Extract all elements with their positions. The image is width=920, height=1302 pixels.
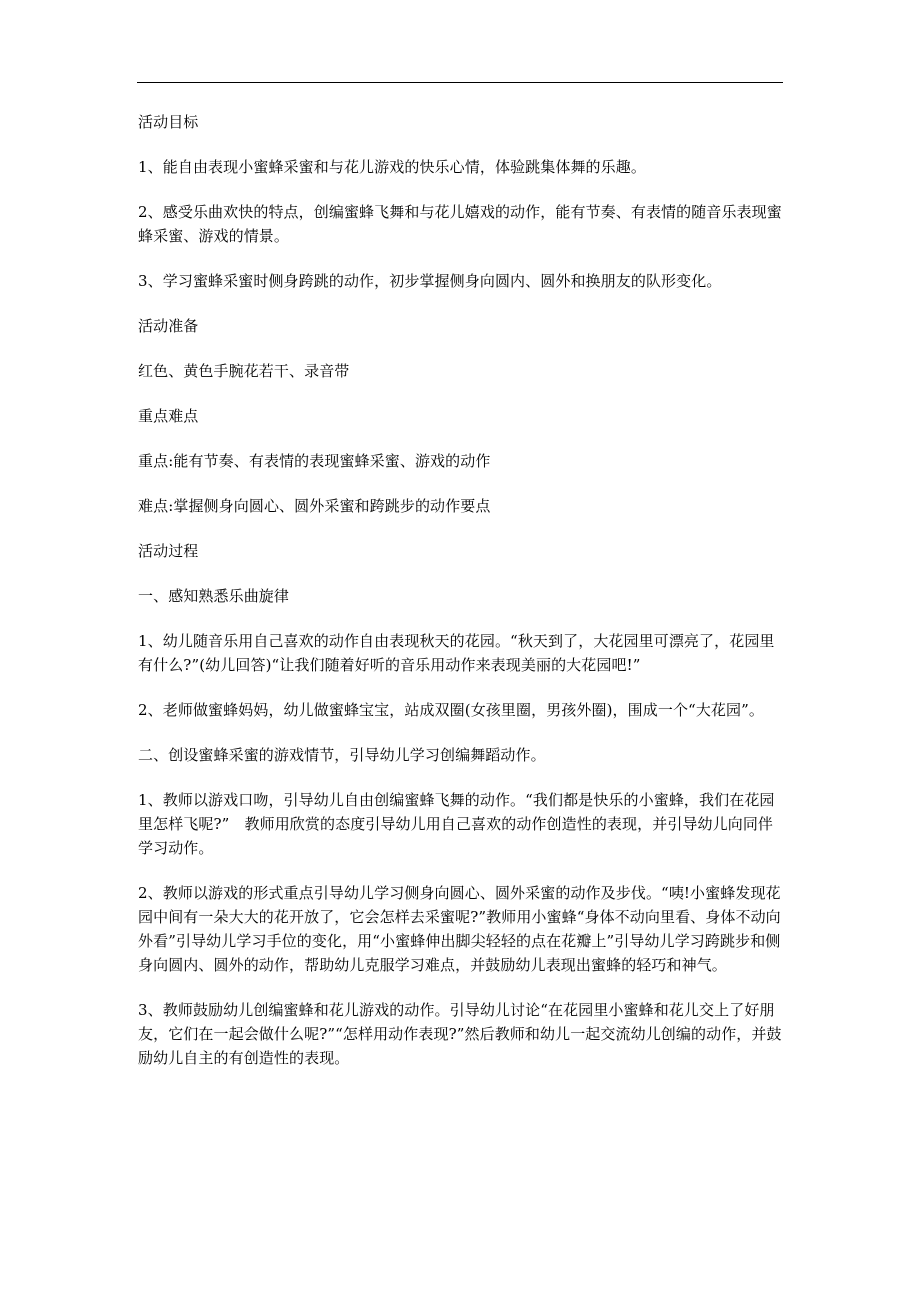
subheading-step-2: 二、创设蜜蜂采蜜的游戏情节，引导幼儿学习创编舞蹈动作。 bbox=[138, 746, 546, 764]
paragraph-preparation: 红色、黄色手腕花若干、录音带 bbox=[138, 362, 350, 380]
section-heading-process: 活动过程 bbox=[138, 542, 199, 560]
subheading-step-1: 一、感知熟悉乐曲旋律 bbox=[138, 587, 290, 605]
paragraph-difficulty: 难点:掌握侧身向圆心、圆外采蜜和跨跳步的动作要点 bbox=[138, 497, 491, 515]
paragraph-key-point: 重点:能有节奏、有表情的表现蜜蜂采蜜、游戏的动作 bbox=[138, 452, 491, 470]
paragraph-step-2-2: 2、教师以游戏的形式重点引导幼儿学习侧身向圆心、圆外采蜜的动作及步伐。“咦!小蜜蜂发现花园中间有一朵大大的花开放了，它会怎样去采蜜呢?”教师用小蜜蜂“身体不动向里看、身体不动向外看”引导幼儿学习手位的变化，用“小蜜蜂伸出脚尖轻轻的点在花瓣上”引导幼儿学习跨跳步和侧身向圆内、圆外的动作，帮助幼儿克服学习难点，并鼓励幼儿表现出蜜蜂的轻巧和神气。 bbox=[138, 884, 781, 974]
paragraph-step-2-3: 3、教师鼓励幼儿创编蜜蜂和花儿游戏的动作。引导幼儿讨论“在花园里小蜜蜂和花儿交上了好朋友，它们在一起会做什么呢?”“怎样用动作表现?”然后教师和幼儿一起交流幼儿创编的动作，并鼓励幼儿自主的有创造性的表现。 bbox=[138, 1001, 782, 1067]
header-rule bbox=[137, 82, 783, 83]
paragraph-step-1-1: 1、幼儿随音乐用自己喜欢的动作自由表现秋天的花园。“秋天到了，大花园里可漂亮了，花园里有什么?”(幼儿回答)“让我们随着好听的音乐用动作来表现美丽的大花园吧!” bbox=[138, 632, 775, 674]
paragraph-goal-3: 3、学习蜜蜂采蜜时侧身跨跳的动作，初步掌握侧身向圆内、圆外和换朋友的队形变化。 bbox=[138, 272, 722, 290]
section-heading-preparation: 活动准备 bbox=[138, 317, 199, 335]
paragraph-step-1-2: 2、老师做蜜蜂妈妈，幼儿做蜜蜂宝宝，站成双圈(女孩里圈，男孩外圈)，围成一个“大花园”。 bbox=[138, 701, 764, 719]
paragraph-step-2-1: 1、教师以游戏口吻，引导幼儿自由创编蜜蜂飞舞的动作。“我们都是快乐的小蜜蜂，我们在花园里怎样飞呢?” 教师用欣赏的态度引导幼儿用自己喜欢的动作创造性的表现，并引导幼儿向同伴学习动作。 bbox=[138, 791, 775, 857]
section-heading-key-points: 重点难点 bbox=[138, 407, 199, 425]
document-body bbox=[138, 110, 788, 1091]
paragraph-goal-2: 2、感受乐曲欢快的特点，创编蜜蜂飞舞和与花儿嬉戏的动作，能有节奏、有表情的随音乐表现蜜蜂采蜜、游戏的情景。 bbox=[138, 203, 782, 245]
section-heading-goals: 活动目标 bbox=[138, 113, 199, 131]
paragraph-goal-1: 1、能自由表现小蜜蜂采蜜和与花儿游戏的快乐心情，体验跳集体舞的乐趣。 bbox=[138, 158, 646, 176]
